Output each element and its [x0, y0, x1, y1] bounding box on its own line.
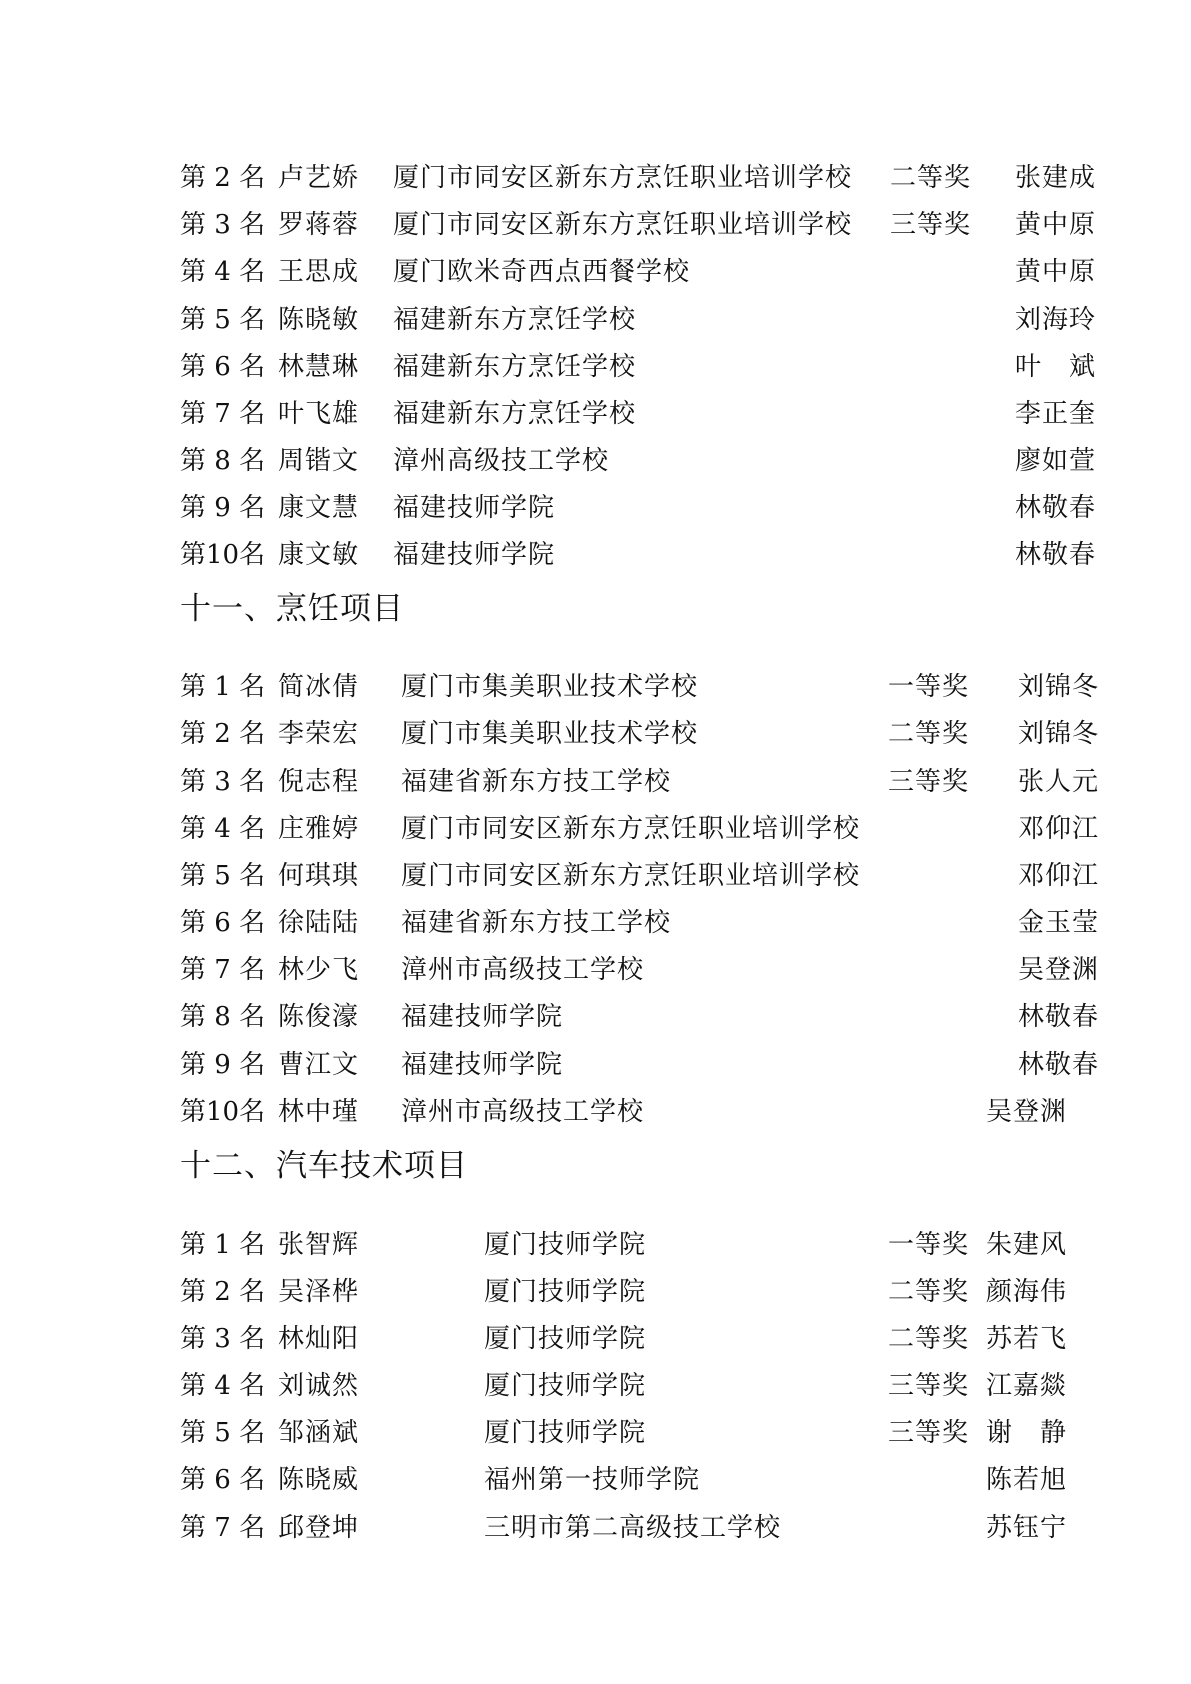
coach-name: 刘海玲: [1015, 305, 1097, 335]
rank: 第 3 名: [180, 210, 266, 240]
list-item: [0, 300, 1191, 340]
school-name: 厦门技师学院: [484, 1230, 647, 1260]
rank: 第10名: [180, 1097, 266, 1127]
rank: 第 5 名: [180, 305, 266, 335]
school-name: 厦门市同安区新东方烹饪职业培训学校: [401, 814, 861, 844]
school-name: 福建技师学院: [393, 540, 556, 570]
rank: 第 2 名: [180, 163, 266, 193]
award-level: 三等奖: [888, 767, 970, 797]
list-item: [0, 714, 1191, 754]
contestant-name: 张智辉: [278, 1230, 360, 1260]
contestant-name: 吴泽桦: [278, 1277, 360, 1307]
contestant-name: 林少飞: [278, 955, 360, 985]
award-level: 三等奖: [888, 1418, 970, 1448]
coach-name: 邓仰江: [1018, 861, 1100, 891]
list-item: [0, 1319, 1191, 1359]
list-item: [0, 535, 1191, 575]
list-item: [0, 1225, 1191, 1265]
school-name: 厦门市同安区新东方烹饪职业培训学校: [393, 210, 853, 240]
rank: 第 6 名: [180, 1465, 266, 1495]
list-item: [0, 667, 1191, 707]
rank: 第 5 名: [180, 861, 266, 891]
list-item: [0, 252, 1191, 292]
coach-name: 苏钰宁: [986, 1513, 1068, 1543]
list-item: [0, 1092, 1191, 1132]
list-item: [0, 1460, 1191, 1500]
rank: 第 7 名: [180, 1513, 266, 1543]
list-item: [0, 1413, 1191, 1453]
contestant-name: 林慧琳: [278, 352, 360, 382]
list-item: [0, 950, 1191, 990]
rank: 第 8 名: [180, 1002, 266, 1032]
school-name: 厦门技师学院: [484, 1418, 647, 1448]
coach-name: 林敬春: [1015, 493, 1097, 523]
school-name: 厦门市同安区新东方烹饪职业培训学校: [393, 163, 853, 193]
award-level: 二等奖: [888, 1324, 970, 1354]
award-level: 三等奖: [890, 210, 972, 240]
award-level: 一等奖: [888, 672, 970, 702]
coach-name: 颜海伟: [986, 1277, 1068, 1307]
contestant-name: 邹涵斌: [278, 1418, 360, 1448]
rank: 第 5 名: [180, 1418, 266, 1448]
section-heading-cooking: 十一、烹饪项目: [180, 591, 404, 627]
contestant-name: 王思成: [278, 257, 360, 287]
school-name: 三明市第二高级技工学校: [484, 1513, 782, 1543]
school-name: 厦门技师学院: [484, 1277, 647, 1307]
contestant-name: 康文敏: [278, 540, 360, 570]
coach-name: 张人元: [1018, 767, 1100, 797]
rank: 第 9 名: [180, 1050, 266, 1080]
contestant-name: 刘诚然: [278, 1371, 360, 1401]
coach-name: 黄中原: [1015, 257, 1097, 287]
award-level: 二等奖: [890, 163, 972, 193]
section-heading-automotive: 十二、汽车技术项目: [180, 1148, 468, 1184]
rank: 第 7 名: [180, 955, 266, 985]
coach-name: 江嘉燚: [986, 1371, 1068, 1401]
list-item: [0, 1366, 1191, 1406]
coach-name: 吴登渊: [1018, 955, 1100, 985]
rank: 第 4 名: [180, 257, 266, 287]
rank: 第 8 名: [180, 446, 266, 476]
coach-name: 刘锦冬: [1018, 672, 1100, 702]
coach-name: 谢 静: [986, 1418, 1068, 1448]
school-name: 厦门市集美职业技术学校: [401, 719, 699, 749]
school-name: 福建新东方烹饪学校: [393, 399, 637, 429]
rank: 第 2 名: [180, 1277, 266, 1307]
rank: 第 4 名: [180, 814, 266, 844]
list-item: [0, 903, 1191, 943]
contestant-name: 倪志程: [278, 767, 360, 797]
rank: 第 3 名: [180, 1324, 266, 1354]
school-name: 厦门市集美职业技术学校: [401, 672, 699, 702]
rank: 第10名: [180, 540, 266, 570]
school-name: 漳州市高级技工学校: [401, 955, 645, 985]
school-name: 厦门欧米奇西点西餐学校: [393, 257, 691, 287]
school-name: 福建新东方烹饪学校: [393, 352, 637, 382]
school-name: 厦门市同安区新东方烹饪职业培训学校: [401, 861, 861, 891]
list-item: [0, 997, 1191, 1037]
rank: 第 9 名: [180, 493, 266, 523]
school-name: 福建省新东方技工学校: [401, 908, 672, 938]
list-item: [0, 205, 1191, 245]
list-item: [0, 1508, 1191, 1548]
coach-name: 廖如萱: [1015, 446, 1097, 476]
school-name: 厦门技师学院: [484, 1324, 647, 1354]
coach-name: 李正奎: [1015, 399, 1097, 429]
rank: 第 6 名: [180, 352, 266, 382]
coach-name: 林敬春: [1015, 540, 1097, 570]
contestant-name: 简冰倩: [278, 672, 360, 702]
rank: 第 1 名: [180, 672, 266, 702]
coach-name: 张建成: [1015, 163, 1097, 193]
rank: 第 4 名: [180, 1371, 266, 1401]
contestant-name: 徐陆陆: [278, 908, 360, 938]
list-item: [0, 347, 1191, 387]
coach-name: 金玉莹: [1018, 908, 1100, 938]
award-level: 一等奖: [888, 1230, 970, 1260]
contestant-name: 陈俊濠: [278, 1002, 360, 1032]
list-item: [0, 158, 1191, 198]
contestant-name: 罗蒋蓉: [278, 210, 360, 240]
rank: 第 6 名: [180, 908, 266, 938]
list-item: [0, 394, 1191, 434]
contestant-name: 邱登坤: [278, 1513, 360, 1543]
rank: 第 1 名: [180, 1230, 266, 1260]
school-name: 厦门技师学院: [484, 1371, 647, 1401]
list-item: [0, 441, 1191, 481]
school-name: 漳州市高级技工学校: [401, 1097, 645, 1127]
award-level: 二等奖: [888, 719, 970, 749]
contestant-name: 曹江文: [278, 1050, 360, 1080]
contestant-name: 康文慧: [278, 493, 360, 523]
coach-name: 陈若旭: [986, 1465, 1068, 1495]
coach-name: 林敬春: [1018, 1002, 1100, 1032]
contestant-name: 陈晓威: [278, 1465, 360, 1495]
contestant-name: 林中瑾: [278, 1097, 360, 1127]
list-item: [0, 1045, 1191, 1085]
school-name: 福建省新东方技工学校: [401, 767, 672, 797]
contestant-name: 周锴文: [278, 446, 360, 476]
rank: 第 2 名: [180, 719, 266, 749]
coach-name: 吴登渊: [986, 1097, 1068, 1127]
contestant-name: 卢艺娇: [278, 163, 360, 193]
list-item: [0, 1272, 1191, 1312]
list-item: [0, 762, 1191, 802]
school-name: 福建新东方烹饪学校: [393, 305, 637, 335]
contestant-name: 李荣宏: [278, 719, 360, 749]
award-level: 二等奖: [888, 1277, 970, 1307]
coach-name: 黄中原: [1015, 210, 1097, 240]
school-name: 漳州高级技工学校: [393, 446, 610, 476]
school-name: 福建技师学院: [401, 1002, 564, 1032]
award-level: 三等奖: [888, 1371, 970, 1401]
contestant-name: 陈晓敏: [278, 305, 360, 335]
rank: 第 7 名: [180, 399, 266, 429]
school-name: 福州第一技师学院: [484, 1465, 701, 1495]
list-item: [0, 488, 1191, 528]
contestant-name: 何琪琪: [278, 861, 360, 891]
list-item: [0, 809, 1191, 849]
coach-name: 邓仰江: [1018, 814, 1100, 844]
contestant-name: 林灿阳: [278, 1324, 360, 1354]
coach-name: 苏若飞: [986, 1324, 1068, 1354]
coach-name: 刘锦冬: [1018, 719, 1100, 749]
school-name: 福建技师学院: [393, 493, 556, 523]
rank: 第 3 名: [180, 767, 266, 797]
contestant-name: 叶飞雄: [278, 399, 360, 429]
school-name: 福建技师学院: [401, 1050, 564, 1080]
list-item: [0, 856, 1191, 896]
coach-name: 林敬春: [1018, 1050, 1100, 1080]
coach-name: 朱建风: [986, 1230, 1068, 1260]
contestant-name: 庄雅婷: [278, 814, 360, 844]
coach-name: 叶 斌: [1015, 352, 1097, 382]
